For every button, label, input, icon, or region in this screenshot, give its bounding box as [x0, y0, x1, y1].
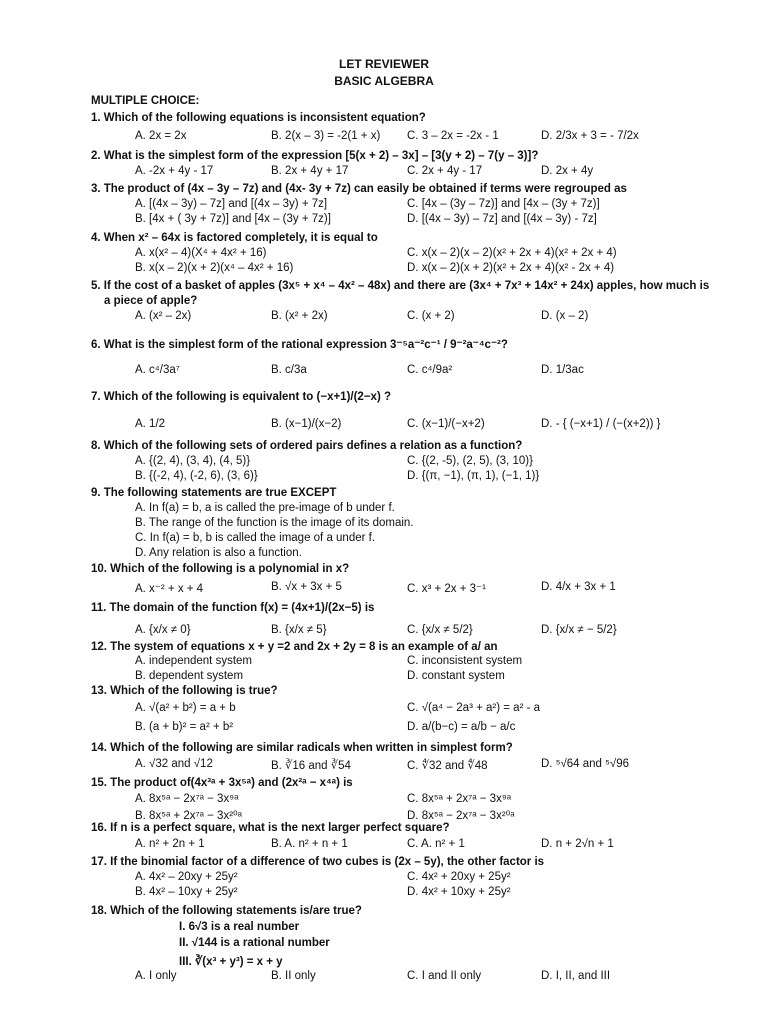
option-d: D. n + 2√n + 1 — [541, 838, 614, 850]
statement-ii: II. √144 is a rational number — [179, 937, 330, 949]
question-stem: 2. What is the simplest form of the expression [5(x + 2) – 3x] – [3(y + 2) – 7(y – 3)]? — [91, 150, 539, 162]
option-a: A. 8x⁵ᵃ − 2x⁷ᵃ − 3x⁹ᵃ — [135, 793, 239, 805]
question-stem: 11. The domain of the function f(x) = (4x+1)/(2x−5) is — [91, 602, 375, 614]
question-stem: 10. Which of the following is a polynomial in x? — [91, 563, 350, 575]
statement-iii: III. ∛(x³ + y³) = x + y — [179, 956, 283, 968]
question-stem: 1. Which of the following equations is inconsistent equation? — [91, 112, 426, 124]
option-c: C. 3 – 2x = -2x - 1 — [407, 130, 499, 142]
question-stem: 7. Which of the following is equivalent to (−x+1)/(2−x) ? — [91, 391, 391, 403]
question-stem: 16. If n is a perfect square, what is the next larger perfect square? — [91, 822, 450, 834]
question-stem: 4. When x² – 64x is factored completely, it is equal to — [91, 232, 378, 244]
option-a: A. I only — [135, 970, 177, 982]
option-b: B. (x² + 2x) — [271, 310, 328, 322]
question-stem: 15. The product of(4x³ᵃ + 3x⁵ᵃ) and (2x²ᵃ − x⁴ᵃ) is — [91, 777, 353, 789]
option-d: D. 2x + 4y — [541, 165, 594, 177]
option-b: B. dependent system — [135, 670, 244, 682]
option-d: D. 8x⁵ᵃ − 2x⁷ᵃ − 3x²⁰ᵃ — [407, 810, 515, 822]
option-a: A. c⁴/3a⁷ — [135, 364, 180, 376]
option-b: B. {x/x ≠ 5} — [271, 624, 327, 636]
option-c: C. inconsistent system — [407, 655, 523, 667]
question-stem: 17. If the binomial factor of a difference of two cubes is (2x – 5y), the other factor is — [91, 856, 545, 868]
option-a: A. n² + 2n + 1 — [135, 838, 205, 850]
option-a: A. x(x² – 4)(X⁴ + 4x² + 16) — [135, 247, 267, 259]
option-b: B. ∛16 and ∛54 — [271, 760, 351, 772]
option-b: B. x(x – 2)(x + 2)(x⁴ – 4x² + 16) — [135, 262, 294, 274]
question-stem: 14. Which of the following are similar radicals when written in simplest form? — [91, 742, 513, 754]
statement-i: I. 6√3 is a real number — [179, 921, 300, 933]
option-c: C. A. n² + 1 — [407, 838, 465, 850]
option-a: A. (x² – 2x) — [135, 310, 192, 322]
option-c: C. (x + 2) — [407, 310, 455, 322]
option-a: A. 2x = 2x — [135, 130, 187, 142]
question-stem: 6. What is the simplest form of the rational expression 3⁻⁵a⁻²c⁻¹ / 9⁻²a⁻⁴c⁻²? — [91, 339, 508, 351]
statement-b: B. The range of the function is the image of its domain. — [135, 517, 414, 529]
option-c: C. I and II only — [407, 970, 482, 982]
option-b: B. √x + 3x + 5 — [271, 581, 342, 593]
option-d: D. {(π, −1), (π, 1), (−1, 1)} — [407, 470, 540, 482]
option-c: C. c⁴/9a² — [407, 364, 453, 376]
option-c: C. 2x + 4y - 17 — [407, 165, 483, 177]
option-a: A. 4x² – 20xy + 25y² — [135, 871, 238, 883]
option-d: D. {x/x ≠ − 5/2} — [541, 624, 617, 636]
option-a: A. independent system — [135, 655, 252, 667]
option-b: B. c/3a — [271, 364, 307, 376]
option-a: A. -2x + 4y - 17 — [135, 165, 214, 177]
option-b: B. 2(x – 3) = -2(1 + x) — [271, 130, 381, 142]
option-b: B. {(-2, 4), (-2, 6), (3, 6)} — [135, 470, 258, 482]
option-a: A. √(a² + b²) = a + b — [135, 702, 236, 714]
option-d: D. 4/x + 3x + 1 — [541, 581, 616, 593]
option-c: C. {x/x ≠ 5/2} — [407, 624, 473, 636]
question-stem: 9. The following statements are true EXCEPT — [91, 487, 337, 499]
option-b: B. A. n² + n + 1 — [271, 838, 348, 850]
option-d: D. - { (−x+1) / (−(x+2)) } — [541, 418, 661, 430]
option-d: D. (x – 2) — [541, 310, 589, 322]
option-d: D. a/(b−c) = a/b − a/c — [407, 721, 516, 733]
option-c: C. √(a⁴ − 2a³ + a²) = a² - a — [407, 702, 541, 714]
option-b: B. 8x⁵ᵃ + 2x⁷ᵃ − 3x²⁰ᵃ — [135, 810, 242, 822]
question-stem: 18. Which of the following statements is/are true? — [91, 905, 362, 917]
option-a: A. [(4x – 3y) – 7z] and [(4x – 3y) + 7z] — [135, 198, 328, 210]
option-a: A. {x/x ≠ 0} — [135, 624, 191, 636]
option-d: D. [(4x – 3y) – 7z] and [(4x – 3y) - 7z] — [407, 213, 597, 225]
document-title: LET REVIEWER — [338, 57, 429, 71]
option-a: A. 1/2 — [135, 418, 166, 430]
statement-d: D. Any relation is also a function. — [135, 547, 302, 559]
statement-a: A. In f(a) = b, a is called the pre-image of b under f. — [135, 502, 395, 514]
statement-c: C. In f(a) = b, b is called the image of a under f. — [135, 532, 376, 544]
option-c: C. 8x⁵ᵃ + 2x⁷ᵃ − 3x⁹ᵃ — [407, 793, 512, 805]
option-b: B. 4x² – 10xy + 25y² — [135, 886, 238, 898]
option-c: C. (x−1)/(−x+2) — [407, 418, 485, 430]
option-c: C. [4x – (3y – 7z)] and [4x – (3y + 7z)] — [407, 198, 600, 210]
question-stem-continued: a piece of apple? — [104, 295, 198, 307]
option-c: C. ∜32 and ∜48 — [407, 760, 488, 772]
option-c: C. {(2, -5), (2, 5), (3, 10)} — [407, 455, 533, 467]
option-d: D. ⁵√64 and ⁵√96 — [541, 758, 630, 770]
question-stem: 5. If the cost of a basket of apples (3x⁵ + x⁴ – 4x² – 48x) and there are (3x⁴ + 7x³ + 14x² + 24x) apples, how much is — [91, 280, 710, 292]
question-stem: 8. Which of the following sets of ordered pairs defines a relation as a function? — [91, 440, 523, 452]
question-stem: 13. Which of the following is true? — [91, 685, 278, 697]
option-b: B. 2x + 4y + 17 — [271, 165, 349, 177]
option-c: C. x³ + 2x + 3⁻¹ — [407, 583, 486, 595]
option-a: A. √32 and √12 — [135, 758, 213, 770]
option-b: B. (a + b)² = a² + b² — [135, 721, 234, 733]
question-stem: 12. The system of equations x + y =2 and 2x + 2y = 8 is an example of a/ an — [91, 641, 498, 653]
option-c: C. 4x² + 20xy + 25y² — [407, 871, 511, 883]
question-stem: 3. The product of (4x – 3y – 7z) and (4x- 3y + 7z) can easily be obtained if terms were regrouped as — [91, 183, 627, 195]
option-c: C. x(x – 2)(x – 2)(x² + 2x + 4)(x² + 2x + 4) — [407, 247, 617, 259]
option-a: A. {(2, 4), (3, 4), (4, 5)} — [135, 455, 251, 467]
option-b: B. (x−1)/(x−2) — [271, 418, 342, 430]
option-d: D. x(x – 2)(x + 2)(x² + 2x + 4)(x² - 2x + 4) — [407, 262, 615, 274]
document-subtitle: BASIC ALGEBRA — [334, 74, 434, 88]
option-d: D. 2/3x + 3 = - 7/2x — [541, 130, 639, 142]
option-b: B. [4x + ( 3y + 7z)] and [4x – (3y + 7z)] — [135, 213, 331, 225]
section-heading: MULTIPLE CHOICE: — [91, 95, 200, 107]
option-d: D. 1/3ac — [541, 364, 584, 376]
option-d: D. constant system — [407, 670, 505, 682]
option-a: A. x⁻² + x + 4 — [135, 583, 204, 595]
option-d: D. 4x² + 10xy + 25y² — [407, 886, 511, 898]
option-b: B. II only — [271, 970, 316, 982]
option-d: D. I, II, and III — [541, 970, 611, 982]
